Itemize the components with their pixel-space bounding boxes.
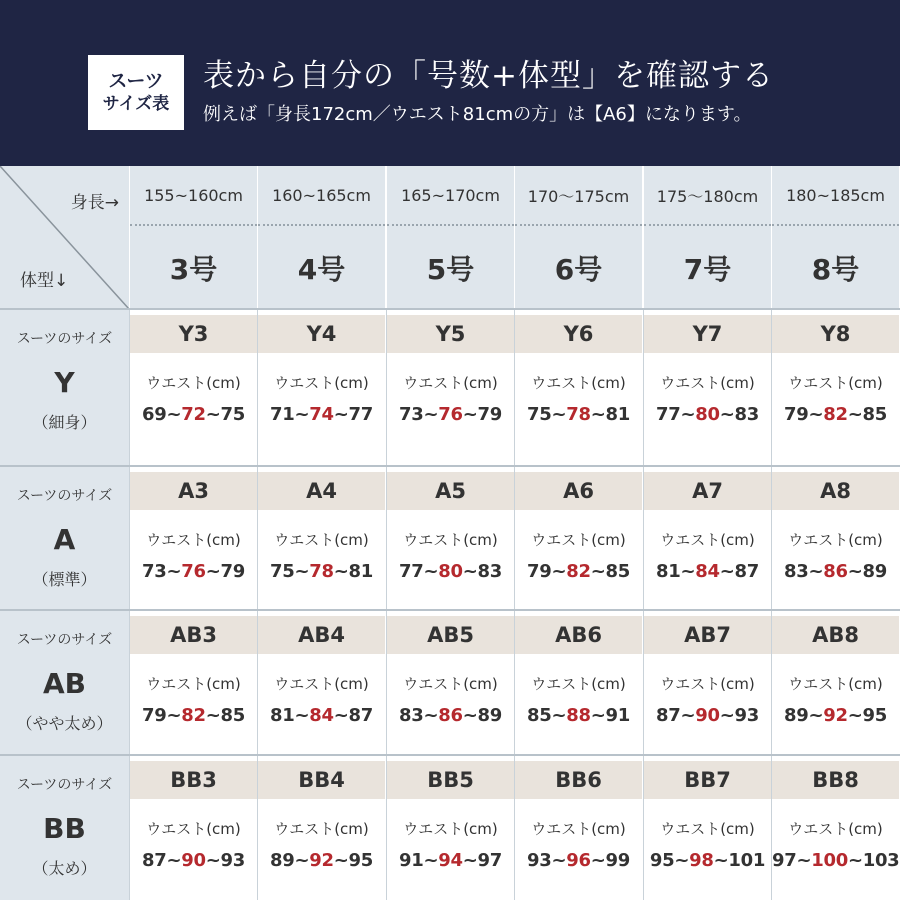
- size-number: 5号: [426, 252, 475, 286]
- range-separator: ~: [590, 705, 606, 726]
- range-separator: ~: [294, 705, 310, 726]
- waist-label: ウエスト(cm): [274, 531, 369, 549]
- size-cell: [771, 467, 899, 610]
- size-cell: [386, 467, 514, 610]
- waist-range: [258, 404, 385, 425]
- size-code: AB4: [258, 616, 385, 654]
- header-banner: [0, 0, 900, 166]
- height-range: 170〜175cm: [515, 166, 642, 226]
- size-code: Y4: [258, 315, 385, 353]
- waist-center: 90: [181, 850, 206, 871]
- size-cell: [643, 756, 771, 900]
- waist-center: 86: [438, 705, 463, 726]
- waist-label: ウエスト(cm): [403, 675, 498, 693]
- waist-label: ウエスト(cm): [788, 374, 883, 392]
- badge-line-2: サイズ表: [102, 93, 170, 114]
- waist-range: [387, 705, 514, 726]
- size-cell: [514, 467, 642, 610]
- waist-label: ウエスト(cm): [146, 531, 241, 549]
- waist-center: 74: [309, 404, 334, 425]
- size-code: AB8: [772, 616, 899, 654]
- waist-max: 95: [862, 705, 887, 726]
- size-cell: [386, 310, 514, 466]
- range-separator: ~: [333, 404, 349, 425]
- range-separator: ~: [462, 705, 478, 726]
- waist-range: [130, 561, 257, 582]
- waist-label: ウエスト(cm): [531, 374, 626, 392]
- body-type-header: [0, 310, 129, 466]
- range-separator: ~: [423, 561, 439, 582]
- waist-min: 89: [270, 850, 295, 871]
- range-separator: ~: [713, 850, 729, 871]
- waist-max: 85: [605, 561, 630, 582]
- waist-max: 85: [862, 404, 887, 425]
- column-header: [386, 166, 514, 309]
- waist-label: ウエスト(cm): [660, 675, 755, 693]
- waist-min: 81: [270, 705, 295, 726]
- range-separator: ~: [719, 705, 735, 726]
- waist-center: 84: [695, 561, 720, 582]
- height-range: 165~170cm: [387, 166, 514, 226]
- range-separator: ~: [808, 404, 824, 425]
- waist-range: [387, 561, 514, 582]
- waist-range: [387, 850, 514, 871]
- body-type-header: [0, 611, 129, 755]
- waist-label: ウエスト(cm): [403, 820, 498, 838]
- waist-max: 93: [734, 705, 759, 726]
- waist-label: ウエスト(cm): [788, 675, 883, 693]
- size-cell: [643, 467, 771, 610]
- waist-label: ウエスト(cm): [403, 374, 498, 392]
- waist-range: [772, 705, 899, 726]
- size-cell: [643, 310, 771, 466]
- range-separator: ~: [590, 561, 606, 582]
- size-cell: [129, 611, 257, 755]
- range-separator: ~: [719, 561, 735, 582]
- waist-range: [130, 404, 257, 425]
- range-separator: ~: [590, 850, 606, 871]
- waist-max: 95: [348, 850, 373, 871]
- waist-range: [387, 404, 514, 425]
- waist-range: [130, 705, 257, 726]
- waist-range: [772, 850, 899, 871]
- range-separator: ~: [551, 705, 567, 726]
- waist-label: ウエスト(cm): [274, 374, 369, 392]
- range-separator: ~: [680, 404, 696, 425]
- waist-max: 93: [220, 850, 245, 871]
- waist-center: 80: [438, 561, 463, 582]
- waist-label: ウエスト(cm): [531, 675, 626, 693]
- range-separator: ~: [333, 705, 349, 726]
- body-type-code: A: [53, 523, 76, 556]
- waist-min: 75: [270, 561, 295, 582]
- waist-max: 83: [734, 404, 759, 425]
- waist-range: [258, 705, 385, 726]
- size-cell: [386, 756, 514, 900]
- size-cell: [771, 756, 899, 900]
- waist-label: ウエスト(cm): [274, 675, 369, 693]
- waist-min: 91: [399, 850, 424, 871]
- waist-min: 69: [142, 404, 167, 425]
- waist-min: 73: [399, 404, 424, 425]
- waist-min: 71: [270, 404, 295, 425]
- size-code: A8: [772, 472, 899, 510]
- size-cell: [257, 467, 385, 610]
- waist-max: 81: [348, 561, 373, 582]
- waist-max: 79: [220, 561, 245, 582]
- size-number: 3号: [169, 252, 218, 286]
- waist-range: [644, 404, 771, 425]
- range-separator: ~: [551, 850, 567, 871]
- size-number: 8号: [811, 252, 860, 286]
- page-subtitle: 例えば「身長172cm／ウエスト81cmの方」は【A6】になります。: [203, 104, 752, 125]
- waist-max: 103: [862, 850, 900, 871]
- size-code: BB3: [130, 761, 257, 799]
- waist-center: 98: [689, 850, 714, 871]
- waist-range: [644, 705, 771, 726]
- waist-max: 89: [862, 561, 887, 582]
- waist-center: 96: [566, 850, 591, 871]
- range-separator: ~: [205, 404, 221, 425]
- size-cell: [771, 310, 899, 466]
- waist-center: 100: [811, 850, 848, 871]
- suit-size-label: スーツのサイズ: [16, 777, 113, 793]
- waist-max: 99: [605, 850, 630, 871]
- waist-center: 84: [309, 705, 334, 726]
- waist-range: [130, 850, 257, 871]
- waist-max: 85: [220, 705, 245, 726]
- body-type-code: BB: [43, 812, 86, 845]
- range-separator: ~: [847, 850, 863, 871]
- waist-center: 80: [695, 404, 720, 425]
- height-range: 160~165cm: [258, 166, 385, 226]
- range-separator: ~: [847, 561, 863, 582]
- waist-min: 79: [142, 705, 167, 726]
- waist-label: ウエスト(cm): [660, 374, 755, 392]
- table-corner: [0, 166, 129, 309]
- size-cell: [771, 611, 899, 755]
- range-separator: ~: [294, 404, 310, 425]
- waist-min: 79: [527, 561, 552, 582]
- waist-min: 79: [784, 404, 809, 425]
- waist-max: 77: [348, 404, 373, 425]
- height-range: 175〜180cm: [644, 166, 771, 226]
- waist-label: ウエスト(cm): [788, 820, 883, 838]
- range-separator: ~: [808, 705, 824, 726]
- range-separator: ~: [205, 705, 221, 726]
- range-separator: ~: [205, 561, 221, 582]
- waist-center: 82: [181, 705, 206, 726]
- range-separator: ~: [847, 705, 863, 726]
- waist-center: 92: [823, 705, 848, 726]
- waist-range: [515, 561, 642, 582]
- waist-range: [644, 850, 771, 871]
- size-number: 7号: [683, 252, 732, 286]
- range-separator: ~: [796, 850, 812, 871]
- waist-range: [515, 705, 642, 726]
- height-range: 180~185cm: [772, 166, 899, 226]
- waist-center: 86: [823, 561, 848, 582]
- waist-max: 97: [477, 850, 502, 871]
- body-type-description: （太め）: [32, 859, 97, 878]
- range-separator: ~: [680, 561, 696, 582]
- waist-center: 82: [823, 404, 848, 425]
- size-code: A5: [387, 472, 514, 510]
- body-type-code: Y: [54, 366, 75, 399]
- waist-label: ウエスト(cm): [403, 531, 498, 549]
- waist-center: 82: [566, 561, 591, 582]
- body-type-axis-label: 体型↓: [20, 271, 69, 291]
- waist-label: ウエスト(cm): [660, 820, 755, 838]
- size-code: AB5: [387, 616, 514, 654]
- waist-min: 77: [656, 404, 681, 425]
- range-separator: ~: [674, 850, 690, 871]
- size-code: A4: [258, 472, 385, 510]
- size-code: BB6: [515, 761, 642, 799]
- waist-max: 75: [220, 404, 245, 425]
- waist-center: 90: [695, 705, 720, 726]
- range-separator: ~: [423, 404, 439, 425]
- waist-min: 83: [399, 705, 424, 726]
- range-separator: ~: [166, 404, 182, 425]
- waist-min: 81: [656, 561, 681, 582]
- waist-range: [515, 404, 642, 425]
- size-cell: [129, 756, 257, 900]
- waist-max: 89: [477, 705, 502, 726]
- size-code: BB7: [644, 761, 771, 799]
- column-header: [257, 166, 385, 309]
- body-type-code: AB: [42, 667, 86, 700]
- waist-label: ウエスト(cm): [788, 531, 883, 549]
- waist-min: 89: [784, 705, 809, 726]
- size-code: Y8: [772, 315, 899, 353]
- size-code: Y6: [515, 315, 642, 353]
- range-separator: ~: [333, 561, 349, 582]
- range-separator: ~: [166, 705, 182, 726]
- range-separator: ~: [680, 705, 696, 726]
- size-code: A3: [130, 472, 257, 510]
- range-separator: ~: [462, 404, 478, 425]
- size-cell: [257, 756, 385, 900]
- size-code: A6: [515, 472, 642, 510]
- size-code: AB6: [515, 616, 642, 654]
- waist-range: [772, 561, 899, 582]
- waist-min: 75: [527, 404, 552, 425]
- size-cell: [257, 310, 385, 466]
- size-code: Y5: [387, 315, 514, 353]
- size-code: AB3: [130, 616, 257, 654]
- waist-center: 92: [309, 850, 334, 871]
- waist-center: 78: [566, 404, 591, 425]
- waist-min: 97: [772, 850, 797, 871]
- size-cell: [514, 611, 642, 755]
- badge-line-1: スーツ: [108, 70, 164, 92]
- waist-center: 88: [566, 705, 591, 726]
- size-number: 6号: [554, 252, 603, 286]
- waist-max: 83: [477, 561, 502, 582]
- waist-center: 78: [309, 561, 334, 582]
- height-axis-label: 身長→: [70, 193, 119, 213]
- range-separator: ~: [205, 850, 221, 871]
- range-separator: ~: [847, 404, 863, 425]
- range-separator: ~: [590, 404, 606, 425]
- waist-center: 72: [181, 404, 206, 425]
- waist-center: 76: [181, 561, 206, 582]
- size-cell: [386, 611, 514, 755]
- suit-size-badge: [88, 55, 184, 130]
- waist-range: [258, 561, 385, 582]
- waist-max: 101: [728, 850, 766, 871]
- waist-min: 83: [784, 561, 809, 582]
- size-cell: [129, 310, 257, 466]
- range-separator: ~: [462, 561, 478, 582]
- waist-label: ウエスト(cm): [146, 675, 241, 693]
- range-separator: ~: [462, 850, 478, 871]
- body-type-description: （細身）: [32, 413, 97, 432]
- waist-min: 93: [527, 850, 552, 871]
- waist-label: ウエスト(cm): [274, 820, 369, 838]
- size-code: A7: [644, 472, 771, 510]
- waist-label: ウエスト(cm): [531, 820, 626, 838]
- size-code: BB8: [772, 761, 899, 799]
- range-separator: ~: [551, 404, 567, 425]
- waist-center: 76: [438, 404, 463, 425]
- column-header: [514, 166, 642, 309]
- waist-min: 95: [649, 850, 675, 871]
- suit-size-label: スーツのサイズ: [16, 331, 113, 347]
- range-separator: ~: [166, 561, 182, 582]
- suit-size-label: スーツのサイズ: [16, 488, 113, 504]
- size-cell: [257, 611, 385, 755]
- waist-min: 87: [142, 850, 167, 871]
- range-separator: ~: [551, 561, 567, 582]
- waist-label: ウエスト(cm): [146, 374, 241, 392]
- waist-label: ウエスト(cm): [531, 531, 626, 549]
- column-header: [129, 166, 257, 309]
- size-number: 4号: [297, 252, 346, 286]
- waist-min: 77: [399, 561, 424, 582]
- waist-max: 87: [348, 705, 373, 726]
- column-header: [643, 166, 771, 309]
- size-cell: [643, 611, 771, 755]
- size-cell: [129, 467, 257, 610]
- range-separator: ~: [719, 404, 735, 425]
- body-type-description: （やや太め）: [16, 714, 113, 733]
- waist-min: 85: [527, 705, 552, 726]
- range-separator: ~: [808, 561, 824, 582]
- waist-label: ウエスト(cm): [146, 820, 241, 838]
- waist-range: [644, 561, 771, 582]
- suit-size-label: スーツのサイズ: [16, 632, 113, 648]
- size-code: BB4: [258, 761, 385, 799]
- page-title: 表から自分の「号数+体型」を確認する: [203, 58, 774, 94]
- size-cell: [514, 310, 642, 466]
- range-separator: ~: [294, 561, 310, 582]
- range-separator: ~: [423, 850, 439, 871]
- waist-range: [772, 404, 899, 425]
- waist-min: 87: [656, 705, 681, 726]
- size-code: AB7: [644, 616, 771, 654]
- size-code: Y3: [130, 315, 257, 353]
- body-type-header: [0, 467, 129, 610]
- size-code: Y7: [644, 315, 771, 353]
- waist-min: 73: [142, 561, 167, 582]
- size-cell: [514, 756, 642, 900]
- range-separator: ~: [423, 705, 439, 726]
- waist-max: 91: [605, 705, 630, 726]
- range-separator: ~: [333, 850, 349, 871]
- size-code: BB5: [387, 761, 514, 799]
- waist-range: [515, 850, 642, 871]
- waist-center: 94: [438, 850, 463, 871]
- waist-label: ウエスト(cm): [660, 531, 755, 549]
- waist-max: 79: [477, 404, 502, 425]
- body-type-header: [0, 756, 129, 900]
- height-range: 155~160cm: [130, 166, 257, 226]
- waist-max: 81: [605, 404, 630, 425]
- range-separator: ~: [294, 850, 310, 871]
- body-type-description: （標準）: [32, 570, 97, 589]
- column-header: [771, 166, 899, 309]
- waist-range: [258, 850, 385, 871]
- waist-max: 87: [734, 561, 759, 582]
- range-separator: ~: [166, 850, 182, 871]
